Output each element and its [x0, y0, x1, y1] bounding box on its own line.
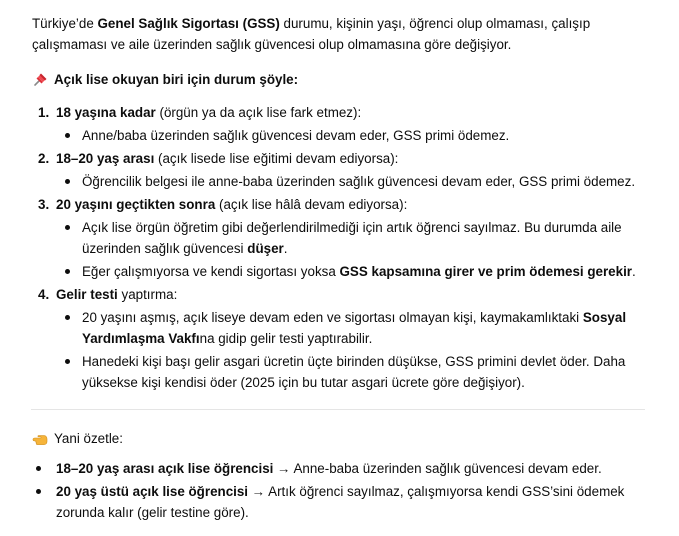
- step-number: 2.: [38, 151, 50, 166]
- step-item: [32, 102, 657, 146]
- summary-item: [32, 481, 657, 523]
- step-bullet: [56, 125, 657, 146]
- step-bullets: [56, 217, 657, 282]
- step-bullet: [56, 307, 657, 349]
- intro-bold: Genel Sağlık Sigortası (GSS): [97, 16, 280, 31]
- summary-item-title: 20 yaş üstü açık lise öğrencisi: [56, 484, 249, 499]
- step-title: 20 yaşını geçtikten sonra: [56, 197, 216, 212]
- step-number: 4.: [38, 287, 50, 302]
- intro-text: Türkiye’de: [32, 16, 98, 31]
- bullet-text-end: .: [632, 264, 636, 279]
- divider: [31, 409, 645, 410]
- section-heading-text: Açık lise okuyan biri için durum şöyle:: [54, 72, 299, 87]
- bullet-text: Eğer çalışmıyorsa ve kendi sigortası yoksa: [82, 264, 340, 279]
- bullet-bold: Sosyal Yardımlaşma Vakfı: [82, 310, 627, 346]
- summary-title: Yani özetle:: [54, 431, 123, 446]
- step-bullet: [56, 351, 657, 393]
- step-bullets: [56, 125, 657, 146]
- intro-paragraph: [32, 13, 657, 55]
- step-item: [32, 194, 657, 282]
- section-heading: [32, 69, 657, 90]
- step-bullet: [56, 217, 657, 259]
- bullet-text: Açık lise örgün öğretim gibi değerlendirilmediği için artık öğrenci sayılmaz. Bu durumda aile üzerinden sağlık güvencesi: [82, 220, 622, 256]
- summary-item-title: 18–20 yaş arası açık lise öğrencisi: [56, 461, 274, 476]
- summary-item-text: → Artık öğrenci sayılmaz, çalışmıyorsa kendi GSS’sini ödemek zorunda kalır (gelir testine göre).: [56, 484, 625, 520]
- summary-item: [32, 458, 657, 479]
- step-note: (açık lisede lise eğitimi devam ediyorsa):: [154, 151, 399, 166]
- step-number: 3.: [38, 197, 50, 212]
- step-item: [32, 148, 657, 192]
- bullet-bold: GSS kapsamına girer ve prim ödemesi gerekir: [339, 264, 633, 279]
- step-note: (örgün ya da açık lise fark etmez):: [155, 105, 362, 120]
- bullet-text: Anne/baba üzerinden sağlık güvencesi devam eder, GSS primi ödemez.: [82, 128, 510, 143]
- summary-list: [32, 458, 657, 523]
- bullet-text-end: na gidip gelir testi yaptırabilir.: [199, 331, 373, 346]
- step-item: [32, 284, 657, 393]
- step-note: yaptırma:: [117, 287, 178, 302]
- intro-text-rest: durumu, kişinin yaşı, öğrenci olup olmaması, çalışıp çalışmaması ve aile üzerinden sağlık güvencesi olup olmamasına göre değişiyor.: [32, 16, 591, 52]
- pushpin-icon: [32, 72, 48, 88]
- bullet-text: 20 yaşını aşmış, açık liseye devam eden ve sigortası olmayan kişi, kaymakamlıktaki: [82, 310, 583, 325]
- steps-list: [32, 102, 657, 393]
- bullet-bold: düşer: [247, 241, 284, 256]
- step-number: 1.: [38, 105, 50, 120]
- step-bullet: [56, 261, 657, 282]
- bullet-text: Öğrencilik belgesi ile anne-baba üzerinden sağlık güvencesi devam eder, GSS primi ödemez.: [82, 174, 636, 189]
- bullet-text-end: .: [283, 241, 288, 256]
- step-title: 18–20 yaş arası: [56, 151, 155, 166]
- summary-heading: [32, 428, 657, 449]
- pointing-hand-icon: [32, 431, 48, 447]
- step-bullets: [56, 307, 657, 393]
- step-bullet: [56, 171, 657, 192]
- step-bullets: [56, 171, 657, 192]
- step-title: 18 yaşına kadar: [56, 105, 156, 120]
- step-title: Gelir testi: [56, 287, 118, 302]
- summary-item-text: → Anne-baba üzerinden sağlık güvencesi devam eder.: [273, 461, 602, 476]
- bullet-text: Hanedeki kişi başı gelir asgari ücretin üçte birinden düşükse, GSS primini devlet öder. Daha yüksekse kişi kendisi öder (2025 için bu tutar asgari ücrete göre değişiyor).: [82, 354, 626, 390]
- step-note: (açık lise hâlâ devam ediyorsa):: [215, 197, 408, 212]
